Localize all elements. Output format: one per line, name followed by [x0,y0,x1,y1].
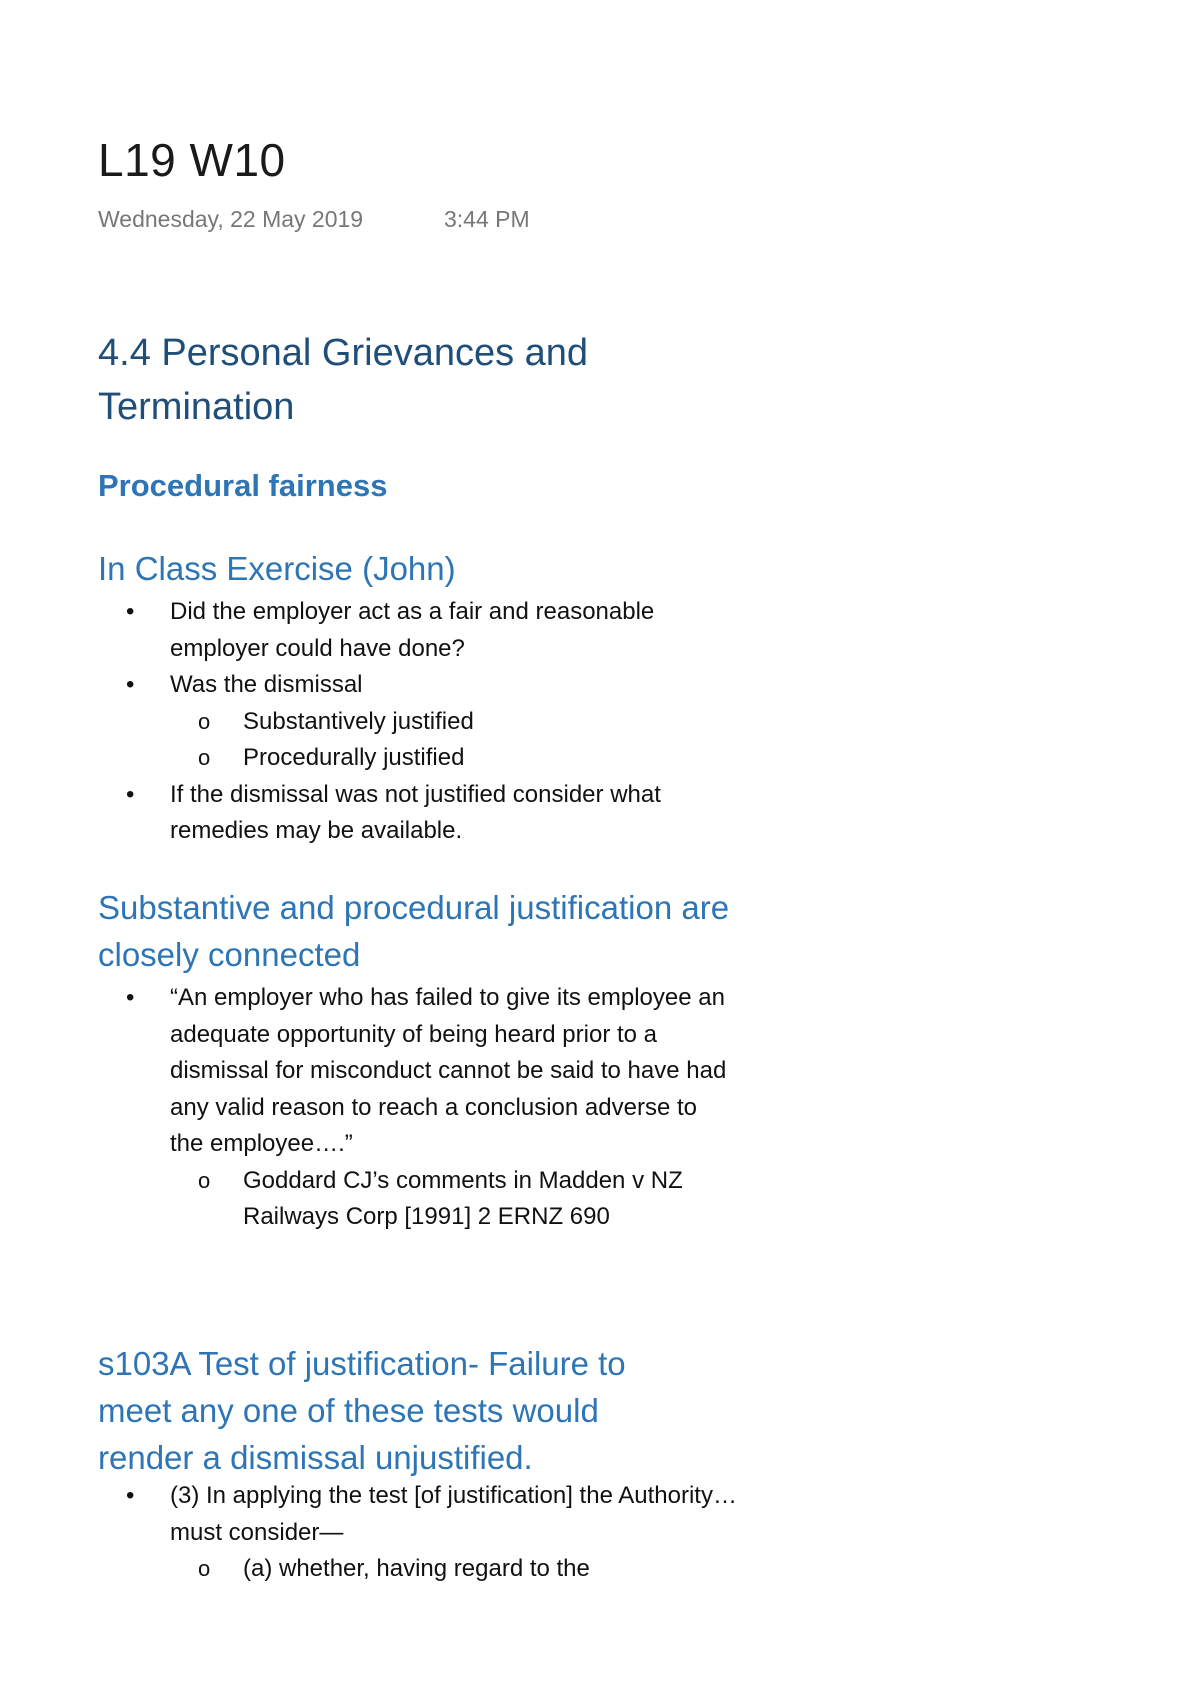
page-time: 3:44 PM [444,206,530,232]
s103a-heading: s103A Test of justification- Failure to meet any one of these tests would render a dismissal unjustified. [98,1345,626,1476]
list-item: • (3) In applying the test [of justification] the Authority…must consider— [98,1478,738,1551]
sub-bullet-icon: o [198,745,211,770]
sub-bullet-icon: o [198,1167,211,1193]
exercise-heading: In Class Exercise (John) [98,550,456,587]
list-item: o Substantively justified [98,704,738,741]
bullet-icon: • [126,984,135,1011]
list-item: o Procedurally justified [98,740,738,777]
sub-bullet-icon: o [198,1556,211,1581]
page-title: L19 W10 [98,134,286,186]
page-meta [98,206,530,233]
main-heading: 4.4 Personal Grievances and Termination [98,332,589,428]
list-item: • Was the dismissal [98,667,738,704]
list-item: o (a) whether, having regard to the [98,1551,738,1588]
s103a-list [98,1478,738,1588]
list-item: • “An employer who has failed to give its employee an adequate opportunity of being heard prior to a dismissal for misconduct cannot be said to have had any valid reason to reach a conclusion adverse to the employee….” [98,980,728,1163]
bullet-icon: • [126,1482,135,1509]
page-date: Wednesday, 22 May 2019 [98,206,364,232]
bullet-icon: • [126,671,135,698]
connected-list [98,980,728,1236]
connected-heading: Substantive and procedural justification are closely connected [98,889,730,973]
sub-bullet-icon: o [198,708,211,734]
list-item: • Did the employer act as a fair and reasonable employer could have done? [98,594,738,667]
bullet-icon: • [126,780,135,808]
procedural-fairness-heading: Procedural fairness [98,468,388,503]
list-item: o Goddard CJ’s comments in Madden v NZ Railways Corp [1991] 2 ERNZ 690 [98,1163,728,1236]
list-item: • If the dismissal was not justified consider what remedies may be available. [98,777,738,850]
exercise-list [98,594,738,850]
bullet-icon: • [126,598,135,625]
